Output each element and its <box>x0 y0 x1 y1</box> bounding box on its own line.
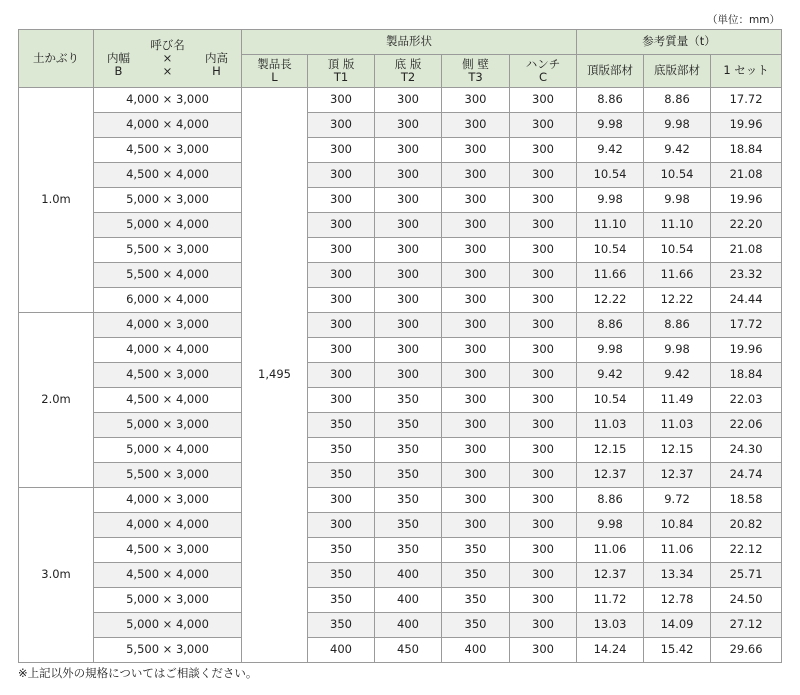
value-cell-c: 300 <box>510 313 577 338</box>
header-name-x: × <box>162 50 173 65</box>
value-cell-m1: 11.72 <box>577 588 644 613</box>
value-cell-m1: 12.22 <box>577 288 644 313</box>
table-row <box>19 88 782 113</box>
value-cell-m2: 9.72 <box>644 488 711 513</box>
value-cell-t1: 300 <box>308 213 375 238</box>
value-cell-m3: 23.32 <box>711 263 782 288</box>
value-cell-m3: 25.71 <box>711 563 782 588</box>
table-row <box>19 163 782 188</box>
value-cell-t2: 450 <box>375 638 442 663</box>
value-cell-t2: 300 <box>375 363 442 388</box>
value-cell-t3: 300 <box>442 313 510 338</box>
value-cell-t1: 300 <box>308 238 375 263</box>
value-cell-t2: 350 <box>375 438 442 463</box>
table-row <box>19 263 782 288</box>
value-cell-m2: 10.54 <box>644 163 711 188</box>
value-cell-t1: 300 <box>308 188 375 213</box>
table-row <box>19 588 782 613</box>
value-cell-c: 300 <box>510 613 577 638</box>
header-name-w: 内幅 <box>107 50 130 65</box>
value-cell-t2: 300 <box>375 338 442 363</box>
value-cell-m3: 18.58 <box>711 488 782 513</box>
cover-cell: 3.0m <box>19 488 94 663</box>
value-cell-m2: 15.42 <box>644 638 711 663</box>
value-cell-c: 300 <box>510 113 577 138</box>
value-cell-m2: 11.49 <box>644 388 711 413</box>
value-cell-t3: 350 <box>442 613 510 638</box>
value-cell-t2: 300 <box>375 163 442 188</box>
table-row <box>19 113 782 138</box>
value-cell-t3: 300 <box>442 463 510 488</box>
header-name <box>94 30 242 88</box>
value-cell-t3: 300 <box>442 488 510 513</box>
value-cell-m1: 9.98 <box>577 188 644 213</box>
value-cell-t3: 300 <box>442 213 510 238</box>
value-cell-m1: 11.03 <box>577 413 644 438</box>
header-side-l2: T3 <box>468 70 483 84</box>
value-cell-t1: 400 <box>308 638 375 663</box>
value-cell-m1: 9.98 <box>577 113 644 138</box>
value-cell-c: 300 <box>510 238 577 263</box>
value-cell-t1: 350 <box>308 613 375 638</box>
value-cell-t3: 300 <box>442 513 510 538</box>
value-cell-t2: 300 <box>375 288 442 313</box>
value-cell-t1: 300 <box>308 338 375 363</box>
size-cell: 5,000 × 3,000 <box>94 588 242 613</box>
header-bottom-l1: 底 版 <box>394 56 422 71</box>
value-cell-t1: 350 <box>308 438 375 463</box>
value-cell-t1: 300 <box>308 513 375 538</box>
table-row <box>19 613 782 638</box>
header-name-b: B <box>114 64 123 79</box>
value-cell-c: 300 <box>510 188 577 213</box>
size-cell: 5,000 × 3,000 <box>94 413 242 438</box>
value-cell-m2: 11.66 <box>644 263 711 288</box>
value-cell-c: 300 <box>510 488 577 513</box>
value-cell-t2: 400 <box>375 563 442 588</box>
table-row <box>19 563 782 588</box>
value-cell-m2: 12.22 <box>644 288 711 313</box>
size-cell: 5,500 × 3,000 <box>94 638 242 663</box>
header-cover: 土かぶり <box>19 30 94 88</box>
value-cell-c: 300 <box>510 538 577 563</box>
header-top <box>308 55 375 88</box>
value-cell-c: 300 <box>510 438 577 463</box>
value-cell-t3: 300 <box>442 263 510 288</box>
value-cell-m2: 8.86 <box>644 88 711 113</box>
value-cell-m1: 11.66 <box>577 263 644 288</box>
table-row <box>19 388 782 413</box>
value-cell-c: 300 <box>510 588 577 613</box>
value-cell-t3: 400 <box>442 638 510 663</box>
value-cell-m2: 8.86 <box>644 313 711 338</box>
header-haunch-l1: ハンチ <box>525 56 561 71</box>
length-cell: 1,495 <box>242 88 308 663</box>
value-cell-c: 300 <box>510 213 577 238</box>
table-row <box>19 288 782 313</box>
header-shape: 製品形状 <box>242 30 577 55</box>
value-cell-c: 300 <box>510 513 577 538</box>
value-cell-t1: 350 <box>308 538 375 563</box>
value-cell-m1: 11.10 <box>577 213 644 238</box>
table-row <box>19 363 782 388</box>
value-cell-m1: 9.42 <box>577 138 644 163</box>
value-cell-m3: 19.96 <box>711 113 782 138</box>
value-cell-m1: 12.37 <box>577 563 644 588</box>
size-cell: 4,500 × 3,000 <box>94 138 242 163</box>
header-side-l1: 側 壁 <box>462 56 489 71</box>
value-cell-t2: 300 <box>375 263 442 288</box>
header-top-l1: 頂 版 <box>327 56 355 71</box>
table-row <box>19 338 782 363</box>
size-cell: 5,000 × 4,000 <box>94 438 242 463</box>
value-cell-t1: 300 <box>308 113 375 138</box>
value-cell-t1: 300 <box>308 88 375 113</box>
size-cell: 5,500 × 3,000 <box>94 463 242 488</box>
value-cell-c: 300 <box>510 263 577 288</box>
value-cell-c: 300 <box>510 463 577 488</box>
value-cell-m1: 8.86 <box>577 313 644 338</box>
size-cell: 4,500 × 4,000 <box>94 163 242 188</box>
size-cell: 4,000 × 4,000 <box>94 338 242 363</box>
header-length <box>242 55 308 88</box>
value-cell-t3: 300 <box>442 238 510 263</box>
table-row <box>19 138 782 163</box>
value-cell-t3: 300 <box>442 413 510 438</box>
value-cell-t2: 350 <box>375 538 442 563</box>
value-cell-t1: 350 <box>308 463 375 488</box>
value-cell-m3: 22.20 <box>711 213 782 238</box>
value-cell-t1: 300 <box>308 313 375 338</box>
value-cell-m3: 24.44 <box>711 288 782 313</box>
table-row <box>19 438 782 463</box>
header-haunch-l2: C <box>539 70 548 84</box>
value-cell-t1: 300 <box>308 488 375 513</box>
value-cell-m3: 24.30 <box>711 438 782 463</box>
value-cell-t1: 300 <box>308 163 375 188</box>
value-cell-t2: 350 <box>375 488 442 513</box>
value-cell-t3: 300 <box>442 188 510 213</box>
value-cell-c: 300 <box>510 563 577 588</box>
value-cell-t3: 300 <box>442 438 510 463</box>
value-cell-t3: 300 <box>442 163 510 188</box>
value-cell-m3: 19.96 <box>711 338 782 363</box>
value-cell-m3: 24.50 <box>711 588 782 613</box>
size-cell: 4,000 × 3,000 <box>94 313 242 338</box>
header-mass: 参考質量（t） <box>577 30 782 55</box>
value-cell-t2: 350 <box>375 413 442 438</box>
value-cell-c: 300 <box>510 138 577 163</box>
size-cell: 4,000 × 4,000 <box>94 513 242 538</box>
value-cell-t1: 350 <box>308 563 375 588</box>
value-cell-m3: 17.72 <box>711 88 782 113</box>
value-cell-m1: 8.86 <box>577 88 644 113</box>
header-side <box>442 55 510 88</box>
header-length-l1: 製品長 <box>257 56 292 71</box>
value-cell-t2: 400 <box>375 613 442 638</box>
value-cell-c: 300 <box>510 338 577 363</box>
size-cell: 5,000 × 3,000 <box>94 188 242 213</box>
value-cell-t2: 350 <box>375 513 442 538</box>
value-cell-t1: 350 <box>308 588 375 613</box>
table-row <box>19 488 782 513</box>
value-cell-t3: 350 <box>442 538 510 563</box>
value-cell-m1: 9.98 <box>577 513 644 538</box>
value-cell-m2: 12.15 <box>644 438 711 463</box>
value-cell-t1: 300 <box>308 288 375 313</box>
size-cell: 5,000 × 4,000 <box>94 613 242 638</box>
header-haunch <box>510 55 577 88</box>
table-row <box>19 513 782 538</box>
header-top-part: 頂版部材 <box>577 55 644 88</box>
value-cell-m2: 9.42 <box>644 138 711 163</box>
header-set: 1 セット <box>711 55 782 88</box>
size-cell: 5,000 × 4,000 <box>94 213 242 238</box>
value-cell-t3: 300 <box>442 338 510 363</box>
size-cell: 4,500 × 4,000 <box>94 563 242 588</box>
value-cell-m3: 19.96 <box>711 188 782 213</box>
value-cell-t3: 300 <box>442 113 510 138</box>
value-cell-c: 300 <box>510 288 577 313</box>
value-cell-m3: 18.84 <box>711 363 782 388</box>
value-cell-t1: 300 <box>308 388 375 413</box>
value-cell-m1: 10.54 <box>577 163 644 188</box>
value-cell-t2: 350 <box>375 463 442 488</box>
value-cell-m3: 21.08 <box>711 238 782 263</box>
value-cell-m3: 24.74 <box>711 463 782 488</box>
value-cell-t1: 300 <box>308 363 375 388</box>
value-cell-c: 300 <box>510 388 577 413</box>
value-cell-m3: 17.72 <box>711 313 782 338</box>
table-row <box>19 638 782 663</box>
value-cell-t3: 300 <box>442 288 510 313</box>
value-cell-t3: 300 <box>442 88 510 113</box>
value-cell-m3: 21.08 <box>711 163 782 188</box>
header-name-title: 呼び名 <box>150 37 185 52</box>
header-name-h: 内高 <box>205 50 228 65</box>
value-cell-m3: 27.12 <box>711 613 782 638</box>
table-row <box>19 463 782 488</box>
value-cell-m2: 9.42 <box>644 363 711 388</box>
table-body <box>19 88 782 663</box>
value-cell-m2: 11.06 <box>644 538 711 563</box>
size-cell: 4,000 × 4,000 <box>94 113 242 138</box>
header-bottom-l2: T2 <box>400 70 416 84</box>
size-cell: 4,500 × 4,000 <box>94 388 242 413</box>
value-cell-m1: 11.06 <box>577 538 644 563</box>
size-cell: 6,000 × 4,000 <box>94 288 242 313</box>
value-cell-c: 300 <box>510 413 577 438</box>
table-row <box>19 213 782 238</box>
value-cell-t2: 300 <box>375 188 442 213</box>
value-cell-t3: 300 <box>442 388 510 413</box>
value-cell-m1: 14.24 <box>577 638 644 663</box>
value-cell-m3: 18.84 <box>711 138 782 163</box>
value-cell-c: 300 <box>510 638 577 663</box>
value-cell-m2: 9.98 <box>644 113 711 138</box>
size-cell: 5,500 × 3,000 <box>94 238 242 263</box>
size-cell: 4,500 × 3,000 <box>94 538 242 563</box>
value-cell-t2: 300 <box>375 113 442 138</box>
value-cell-m1: 10.54 <box>577 388 644 413</box>
spec-table <box>18 29 782 663</box>
value-cell-t2: 300 <box>375 138 442 163</box>
table-row <box>19 313 782 338</box>
footnote: ※上記以外の規格についてはご相談ください。 <box>18 666 258 680</box>
value-cell-m1: 13.03 <box>577 613 644 638</box>
cover-cell: 1.0m <box>19 88 94 313</box>
value-cell-m2: 14.09 <box>644 613 711 638</box>
size-cell: 4,500 × 3,000 <box>94 363 242 388</box>
value-cell-m1: 8.86 <box>577 488 644 513</box>
value-cell-m2: 11.03 <box>644 413 711 438</box>
value-cell-m2: 12.78 <box>644 588 711 613</box>
value-cell-m1: 9.42 <box>577 363 644 388</box>
value-cell-m1: 12.37 <box>577 463 644 488</box>
value-cell-c: 300 <box>510 88 577 113</box>
header-top-l2: T1 <box>333 70 349 84</box>
table-row <box>19 538 782 563</box>
unit-label: （単位：mm） <box>707 14 780 26</box>
value-cell-m2: 9.98 <box>644 188 711 213</box>
value-cell-m2: 9.98 <box>644 338 711 363</box>
value-cell-m2: 12.37 <box>644 463 711 488</box>
value-cell-m2: 13.34 <box>644 563 711 588</box>
header-name-hh: H <box>212 64 221 79</box>
value-cell-t1: 350 <box>308 413 375 438</box>
value-cell-c: 300 <box>510 363 577 388</box>
value-cell-m1: 9.98 <box>577 338 644 363</box>
header-bottom-part: 底版部材 <box>644 55 711 88</box>
value-cell-t3: 350 <box>442 588 510 613</box>
table-row <box>19 413 782 438</box>
value-cell-t2: 400 <box>375 588 442 613</box>
value-cell-m3: 22.12 <box>711 538 782 563</box>
value-cell-m2: 10.84 <box>644 513 711 538</box>
value-cell-m3: 22.06 <box>711 413 782 438</box>
value-cell-m1: 12.15 <box>577 438 644 463</box>
value-cell-m2: 11.10 <box>644 213 711 238</box>
value-cell-t3: 300 <box>442 138 510 163</box>
value-cell-t3: 350 <box>442 563 510 588</box>
value-cell-m1: 10.54 <box>577 238 644 263</box>
value-cell-t1: 300 <box>308 263 375 288</box>
header-name-x2: × <box>162 64 173 79</box>
size-cell: 4,000 × 3,000 <box>94 488 242 513</box>
value-cell-m3: 29.66 <box>711 638 782 663</box>
header-length-l2: L <box>271 70 278 84</box>
value-cell-m3: 22.03 <box>711 388 782 413</box>
value-cell-m3: 20.82 <box>711 513 782 538</box>
value-cell-t3: 300 <box>442 363 510 388</box>
cover-cell: 2.0m <box>19 313 94 488</box>
size-cell: 5,500 × 4,000 <box>94 263 242 288</box>
value-cell-c: 300 <box>510 163 577 188</box>
table-row <box>19 238 782 263</box>
value-cell-m2: 10.54 <box>644 238 711 263</box>
value-cell-t2: 300 <box>375 213 442 238</box>
value-cell-t2: 350 <box>375 388 442 413</box>
value-cell-t1: 300 <box>308 138 375 163</box>
table-row <box>19 188 782 213</box>
header-bottom <box>375 55 442 88</box>
value-cell-t2: 300 <box>375 238 442 263</box>
size-cell: 4,000 × 3,000 <box>94 88 242 113</box>
value-cell-t2: 300 <box>375 88 442 113</box>
value-cell-t2: 300 <box>375 313 442 338</box>
